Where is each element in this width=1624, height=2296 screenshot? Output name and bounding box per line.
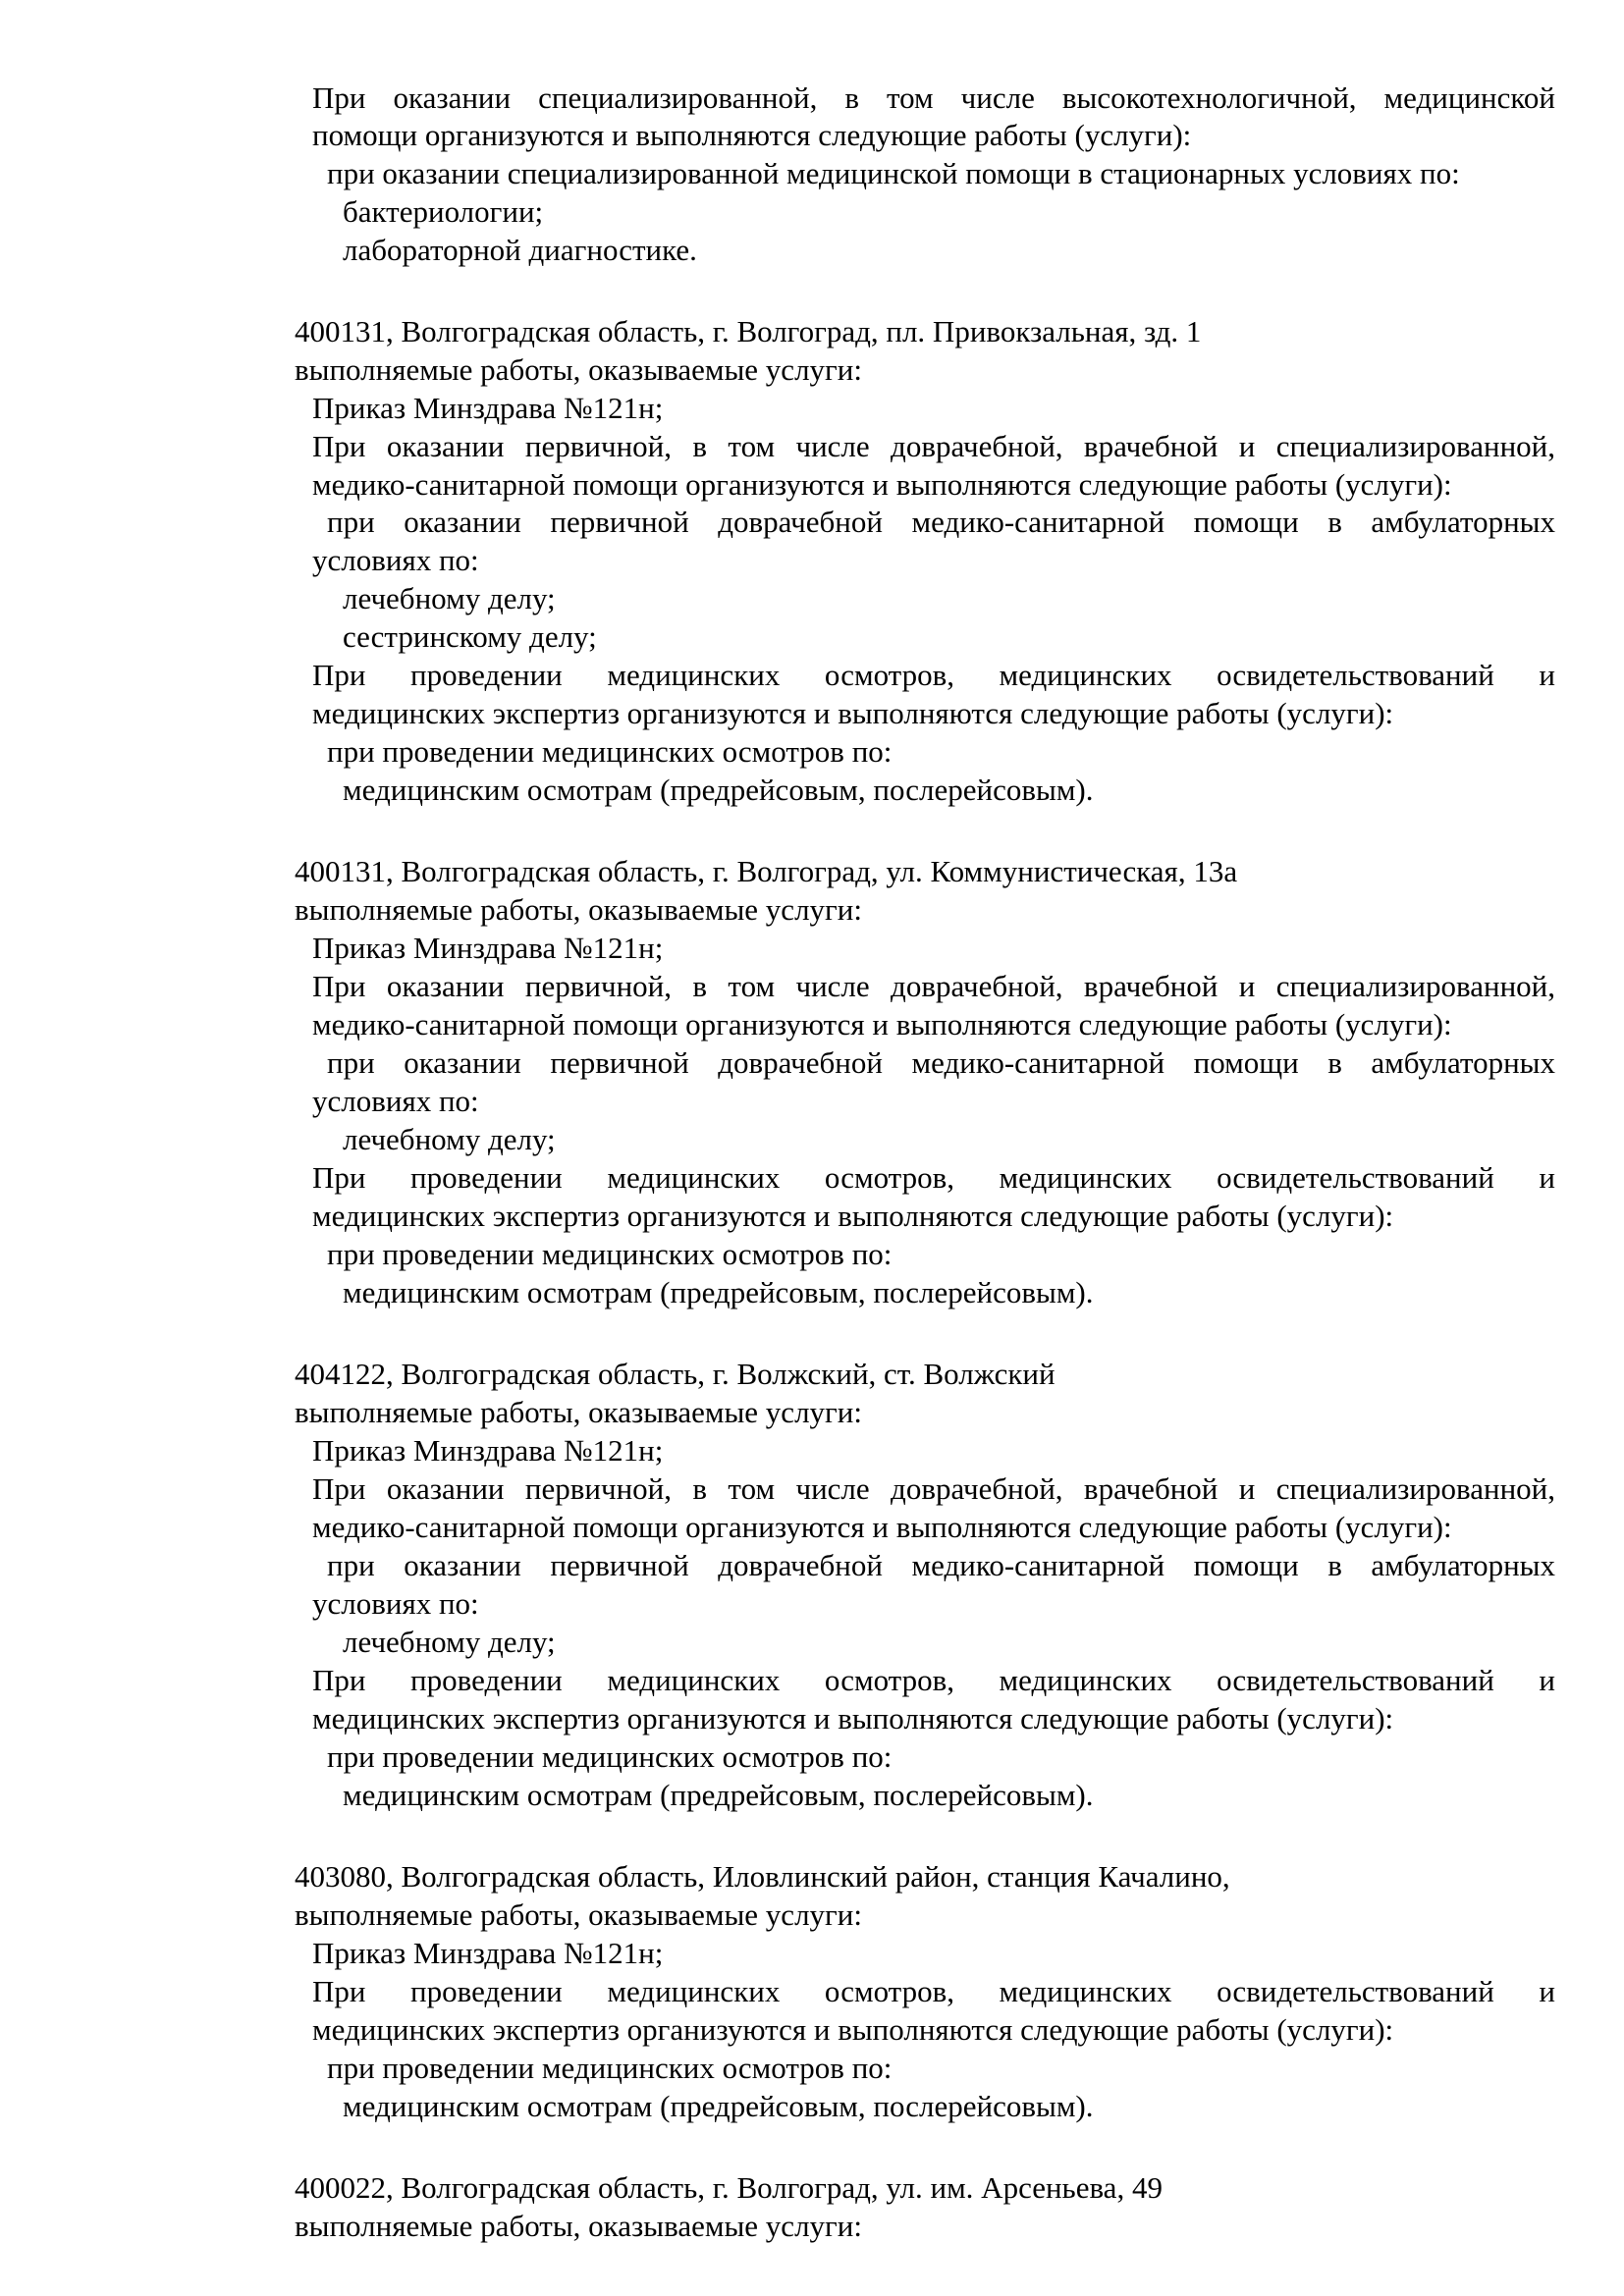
ambulatory-line: условиях по: (312, 1586, 479, 1621)
exam-line: медицинских экспертиз организуются и выполняются следующие работы (услуги): (312, 2012, 1394, 2047)
exam-item: медицинским осмотрам (предрейсовым, послерейсовым). (343, 773, 1094, 807)
exam-line: медицинских экспертиз организуются и выполняются следующие работы (услуги): (312, 696, 1394, 730)
intro-list-item: бактериологии; (343, 194, 544, 229)
primary-care-line: При оказании первичной, в том числе доврачебной, врачебной и специализированной, (312, 429, 1555, 463)
address-heading: 404122, Волгоградская область, г. Волжский, ст. Волжский (295, 1357, 1056, 1391)
address-heading: 400131, Волгоградская область, г. Волгоград, пл. Привокзальная, зд. 1 (295, 314, 1202, 348)
order-reference: Приказ Минздрава №121н; (312, 391, 664, 425)
intro-list-item: лабораторной диагностике. (343, 233, 697, 267)
ambulatory-line: условиях по: (312, 1084, 479, 1118)
works-label: выполняемые работы, оказываемые услуги: (295, 352, 862, 387)
exam-line: медицинских экспертиз организуются и выполняются следующие работы (услуги): (312, 1701, 1394, 1735)
exam-subline: при проведении медицинских осмотров по: (327, 734, 893, 769)
works-label: выполняемые работы, оказываемые услуги: (295, 1395, 862, 1429)
intro-paragraph-line: При оказании специализированной, в том числе высокотехнологичной, медицинской (312, 80, 1555, 115)
works-label: выполняемые работы, оказываемые услуги: (295, 892, 862, 927)
ambulatory-line: при оказании первичной доврачебной медико-санитарной помощи в амбулаторных (327, 1045, 1555, 1080)
exam-line: При проведении медицинских осмотров, медицинских освидетельствований и (312, 1974, 1555, 2008)
primary-care-line: При оказании первичной, в том числе доврачебной, врачебной и специализированной, (312, 1471, 1555, 1506)
exam-item: медицинским осмотрам (предрейсовым, послерейсовым). (343, 2089, 1094, 2123)
works-label: выполняемые работы, оказываемые услуги: (295, 1897, 862, 1932)
ambulatory-line: при оказании первичной доврачебной медико-санитарной помощи в амбулаторных (327, 1548, 1555, 1582)
exam-subline: при проведении медицинских осмотров по: (327, 1739, 893, 1774)
ambulatory-line: при оказании первичной доврачебной медико-санитарной помощи в амбулаторных (327, 505, 1555, 539)
primary-care-line: медико-санитарной помощи организуются и выполняются следующие работы (услуги): (312, 467, 1452, 502)
exam-item: медицинским осмотрам (предрейсовым, послерейсовым). (343, 1778, 1094, 1812)
address-heading: 400022, Волгоградская область, г. Волгоград, ул. им. Арсеньева, 49 (295, 2170, 1163, 2205)
exam-line: медицинских экспертиз организуются и выполняются следующие работы (услуги): (312, 1199, 1394, 1233)
ambulatory-line: условиях по: (312, 543, 479, 577)
order-reference: Приказ Минздрава №121н; (312, 1433, 664, 1468)
ambulatory-item: сестринскому делу; (343, 619, 597, 654)
primary-care-line: медико-санитарной помощи организуются и выполняются следующие работы (услуги): (312, 1007, 1452, 1041)
address-heading: 400131, Волгоградская область, г. Волгоград, ул. Коммунистическая, 13а (295, 854, 1238, 888)
exam-subline: при проведении медицинских осмотров по: (327, 2051, 893, 2085)
primary-care-line: медико-санитарной помощи организуются и выполняются следующие работы (услуги): (312, 1510, 1452, 1544)
order-reference: Приказ Минздрава №121н; (312, 1936, 664, 1970)
ambulatory-item: лечебному делу; (343, 581, 556, 615)
ambulatory-item: лечебному делу; (343, 1122, 556, 1156)
works-label: выполняемые работы, оказываемые услуги: (295, 2209, 862, 2243)
intro-paragraph-line: помощи организуются и выполняются следующие работы (услуги): (312, 118, 1192, 152)
exam-line: При проведении медицинских осмотров, медицинских освидетельствований и (312, 658, 1555, 692)
address-heading: 403080, Волгоградская область, Иловлинский район, станция Качалино, (295, 1859, 1230, 1894)
intro-subparagraph: при оказании специализированной медицинской помощи в стационарных условиях по: (327, 156, 1460, 190)
exam-line: При проведении медицинских осмотров, медицинских освидетельствований и (312, 1663, 1555, 1697)
primary-care-line: При оказании первичной, в том числе доврачебной, врачебной и специализированной, (312, 969, 1555, 1003)
order-reference: Приказ Минздрава №121н; (312, 931, 664, 965)
exam-item: медицинским осмотрам (предрейсовым, послерейсовым). (343, 1275, 1094, 1309)
exam-line: При проведении медицинских осмотров, медицинских освидетельствований и (312, 1160, 1555, 1195)
exam-subline: при проведении медицинских осмотров по: (327, 1237, 893, 1271)
ambulatory-item: лечебному делу; (343, 1625, 556, 1659)
